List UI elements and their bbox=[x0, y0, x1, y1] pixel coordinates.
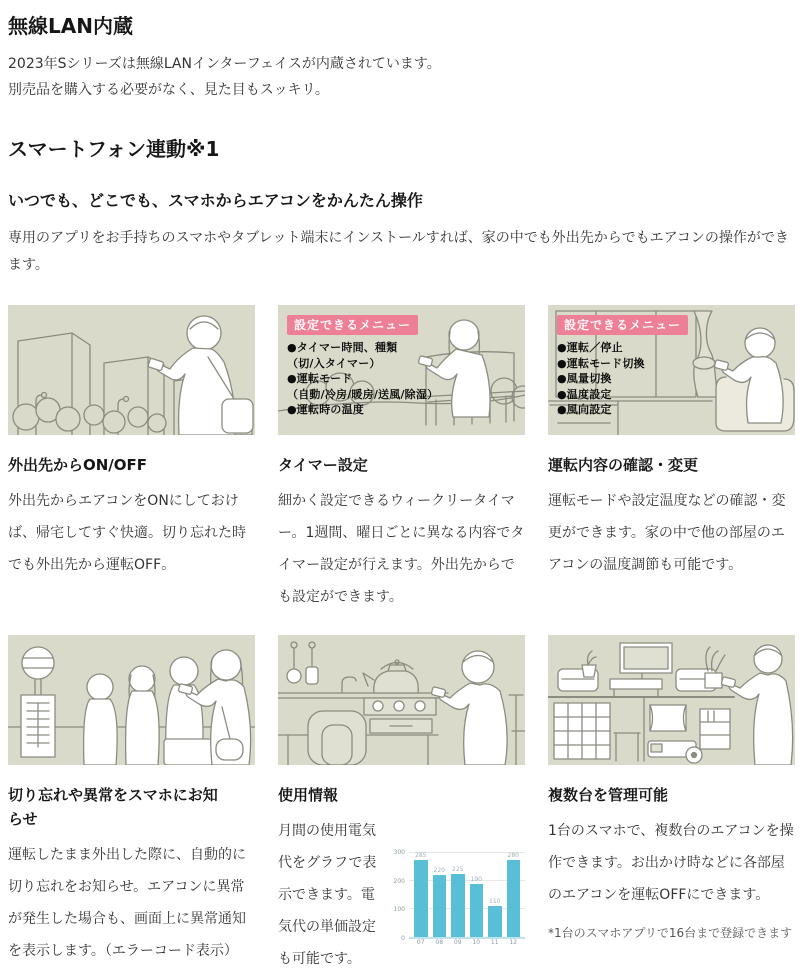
smartphone-section-intro: 専用のアプリをお手持ちのスマホやタブレット端末にインストールすれば、家の中でも外出先からでもエアコンの操作ができます。 bbox=[8, 230, 789, 273]
kitchen-scene-icon bbox=[278, 635, 525, 765]
electricity-chart-plot bbox=[409, 852, 525, 946]
bar-09: 225 09 bbox=[452, 866, 464, 946]
bar-12: 280 12 bbox=[507, 852, 519, 946]
feature-body-text: 月間の使用電気代をグラフで表示できます。電気代の単価設定も可能です。 bbox=[278, 823, 377, 967]
feature-body: 外出先からエアコンをONにしておけば、帰宅してすぐ快適。切り忘れた時でも外出先から運転OFF。 bbox=[8, 493, 246, 573]
wifi-section-line2: 別売品を購入する必要がなく、見た目もスッキリ。 bbox=[8, 82, 329, 98]
feature-title: 使用情報 bbox=[278, 786, 339, 804]
feature-status-check bbox=[548, 305, 795, 613]
smartphone-section-subtitle: いつでも、どこでも、スマホからエアコンをかんたん操作 bbox=[8, 191, 423, 210]
feature-footnote: *1台のスマホアプリで16台まで登録できます bbox=[548, 926, 793, 940]
timer-menu-item: ●運転時の温度 bbox=[287, 403, 364, 416]
control-menu-item: ●運転／停止 bbox=[557, 341, 623, 354]
control-menu-overlay bbox=[557, 314, 688, 418]
bar-08: 220 08 bbox=[433, 867, 445, 946]
feature-body bbox=[278, 815, 525, 975]
feature-usage-info bbox=[278, 635, 525, 975]
bus-stop-scene-icon bbox=[8, 635, 255, 765]
feature-title: 運転内容の確認・変更 bbox=[548, 456, 699, 474]
control-menu-item: ●風向設定 bbox=[557, 403, 612, 416]
bench-timer-illustration bbox=[278, 305, 525, 435]
control-menu-item: ●運転モード切換 bbox=[557, 356, 645, 370]
living-room-check-illustration bbox=[548, 305, 795, 435]
timer-menu-list bbox=[287, 340, 438, 418]
settable-menu-badge: 設定できるメニュー bbox=[557, 315, 688, 335]
electricity-chart bbox=[393, 849, 525, 953]
multi-room-house-illustration bbox=[548, 635, 795, 765]
feature-body: 細かく設定できるウィークリータイマー。1週間、曜日ごとに異なる内容でタイマー設定が行えます。外出先からでも設定ができます。 bbox=[278, 493, 525, 605]
bus-stop-queue-illustration bbox=[8, 635, 255, 765]
bar-11: 110 11 bbox=[489, 898, 501, 946]
wifi-section-title: 無線LAN内蔵 bbox=[8, 14, 133, 38]
timer-menu-item: ●タイマー時間、種類 bbox=[287, 341, 398, 354]
wifi-section-line1: 2023年Sシリーズは無線LANインターフェイスが内蔵されています。 bbox=[8, 56, 441, 72]
feature-title: 切り忘れや異常をスマホにお知らせ bbox=[8, 786, 218, 828]
city-outing-scene-icon bbox=[8, 305, 255, 435]
feature-grid bbox=[8, 305, 792, 975]
smartphone-section-title: スマートフォン連動※1 bbox=[8, 137, 220, 161]
feature-title: 複数台を管理可能 bbox=[548, 786, 669, 804]
kitchen-usage-illustration bbox=[278, 635, 525, 765]
feature-timer-setting bbox=[278, 305, 525, 613]
control-menu-item: ●風量切換 bbox=[557, 372, 612, 385]
control-menu-list bbox=[557, 340, 688, 418]
control-menu-item: ●温度設定 bbox=[557, 387, 612, 401]
feature-body: 運転したまま外出した際に、自動的に切り忘れをお知らせ。エアコンに異常が発生した場合も、画面上に異常通知を表示します。（エラーコード表示） bbox=[8, 847, 246, 959]
feature-multi-unit bbox=[548, 635, 795, 975]
feature-remote-onoff bbox=[8, 305, 255, 613]
timer-menu-item: ●運転モード bbox=[287, 372, 353, 385]
bar-07: 285 07 bbox=[415, 852, 427, 946]
chart-y-axis: 0 100 200 300 bbox=[393, 849, 405, 942]
settable-menu-badge: 設定できるメニュー bbox=[287, 315, 418, 335]
feature-body: 1台のスマホで、複数台のエアコンを操作できます。お出かけ時などに各部屋のエアコンを運転OFFにできます。 bbox=[548, 823, 794, 903]
timer-menu-item: （自動/冷房/暖房/送風/除湿） bbox=[287, 387, 439, 401]
feature-title: タイマー設定 bbox=[278, 456, 368, 474]
feature-alert-notification bbox=[8, 635, 255, 975]
feature-title: 外出先からON/OFF bbox=[8, 456, 148, 474]
timer-menu-item: （切/入タイマー） bbox=[287, 356, 381, 370]
bar-10: 190 10 bbox=[470, 875, 482, 946]
city-outing-illustration bbox=[8, 305, 255, 435]
feature-body: 運転モードや設定温度などの確認・変更ができます。家の中で他の部屋のエアコンの温度調節も可能です。 bbox=[548, 493, 786, 573]
timer-menu-overlay bbox=[287, 314, 438, 418]
house-cross-section-scene-icon bbox=[548, 635, 795, 765]
